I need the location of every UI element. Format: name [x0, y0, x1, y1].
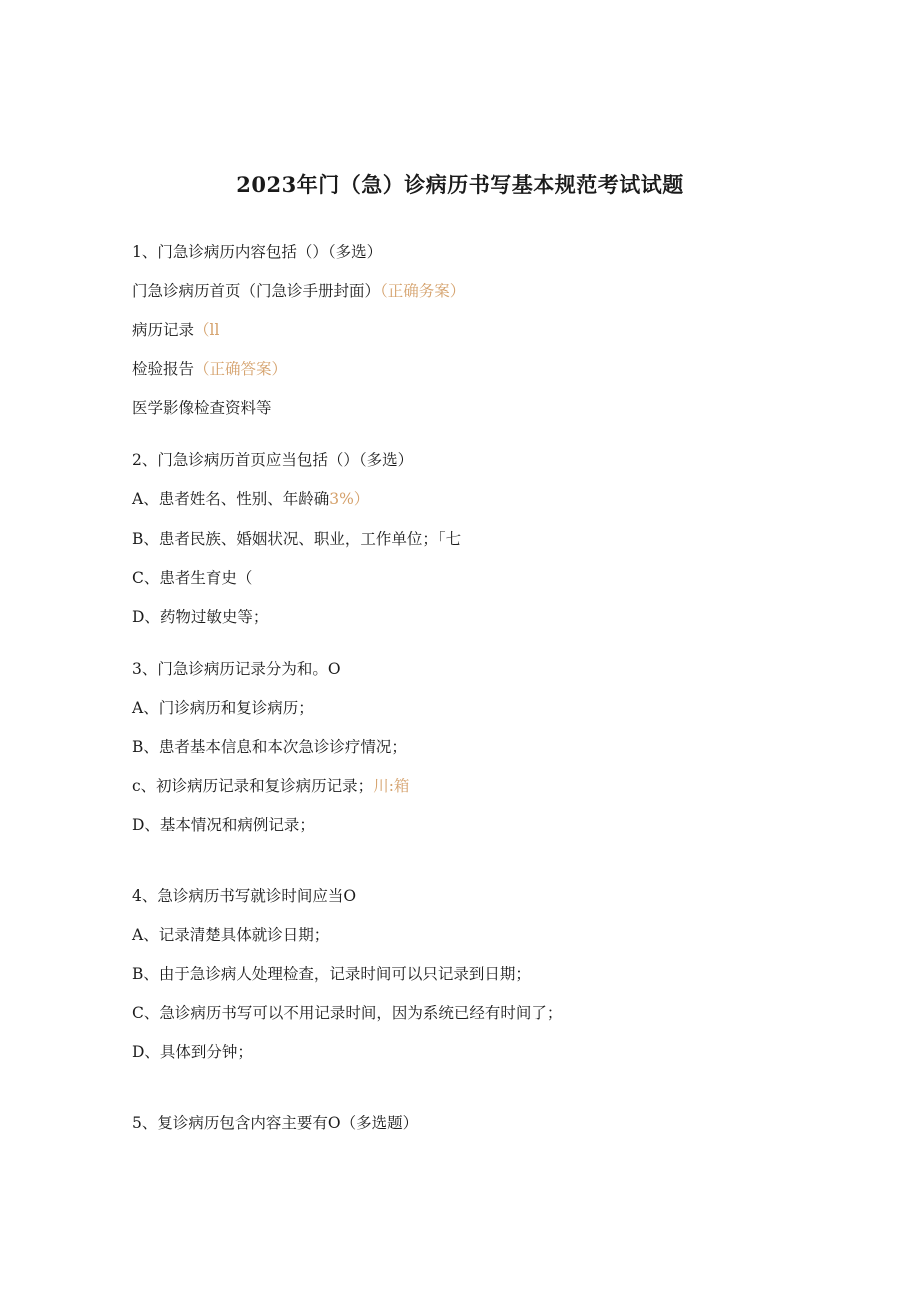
option-text: C、患者生育史（ — [132, 569, 253, 587]
option-text: D、基本情况和病例记录； — [132, 816, 315, 834]
answer-mark: （正确答案） — [194, 360, 288, 378]
question-3-option — [132, 815, 315, 835]
page-title: 2023年门（急）诊病历书写基本规范考试试题 — [236, 172, 684, 197]
question-2-option — [132, 568, 252, 588]
option-text: 门急诊病历首页（门急诊手册封面） — [132, 282, 381, 300]
question-3-option — [132, 698, 314, 718]
question-1-option — [132, 359, 287, 379]
option-text: C、急诊病历书写可以不用记录时间，因为系统已经有时间了； — [132, 1004, 563, 1022]
answer-mark: （正确务案） — [380, 282, 466, 300]
answer-mark: 3%） — [329, 490, 370, 508]
question-3-stem: 3、门急诊病历记录分为和。O — [132, 660, 341, 678]
question-5-stem: 5、复诊病历包含内容主要有O（多选题） — [132, 1114, 419, 1132]
question-2-stem: 2、门急诊病历首页应当包括（）（多选） — [132, 451, 414, 469]
option-text: c、初诊病历记录和复诊病历记录； — [132, 777, 374, 795]
question-2-option — [132, 607, 268, 627]
question-4-option — [132, 1003, 562, 1023]
option-text: A、记录清楚具体就诊日期； — [132, 926, 330, 944]
question-1-stem: 1、门急诊病历内容包括（）（多选） — [132, 243, 383, 261]
option-text: D、具体到分钟； — [132, 1043, 253, 1061]
question-4-option — [132, 925, 329, 945]
question-3-option — [132, 776, 409, 796]
question-1-option — [132, 398, 272, 418]
option-text: B、由于急诊病人处理检查，记录时间可以只记录到日期； — [132, 965, 531, 983]
question-2-option — [132, 529, 461, 549]
option-text: A、患者姓名、性别、年龄确 — [132, 490, 330, 508]
question-1-option — [132, 320, 219, 340]
option-text: B、患者民族、婚姻状况、职业，工作单位；「七 — [132, 530, 462, 548]
option-text: 医学影像检查资料等 — [132, 399, 272, 417]
question-2-option — [132, 489, 369, 509]
question-4-option — [132, 1042, 253, 1062]
question-1-option — [132, 281, 465, 301]
option-text: 检验报告 — [132, 360, 195, 378]
answer-mark: （ll — [194, 321, 220, 339]
question-3-option — [132, 737, 407, 757]
question-4-option — [132, 964, 531, 984]
answer-mark: 川:箱 — [373, 777, 410, 795]
option-text: 病历记录 — [132, 321, 195, 339]
option-text: B、患者基本信息和本次急诊诊疗情况； — [132, 738, 407, 756]
option-text: D、药物过敏史等； — [132, 608, 269, 626]
question-4-stem: 4、急诊病历书写就诊时间应当O — [132, 887, 357, 905]
option-text: A、门诊病历和复诊病历； — [132, 699, 314, 717]
